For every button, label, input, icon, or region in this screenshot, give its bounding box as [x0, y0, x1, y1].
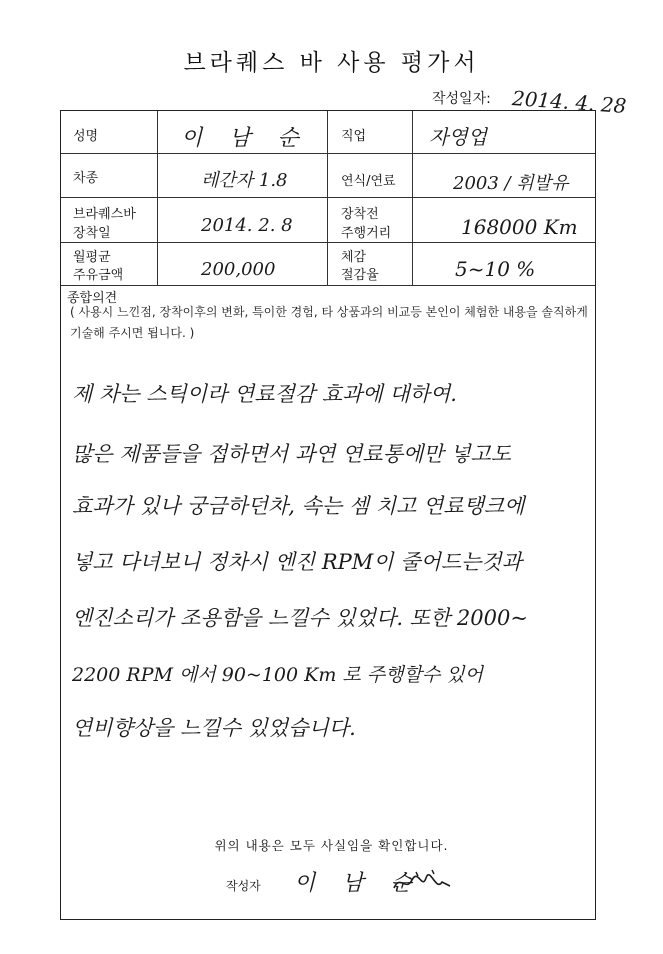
writer-name: 이 남 순	[294, 871, 422, 896]
handwritten-signature	[392, 868, 452, 898]
opinion-line: 연비향상을 느낄수 있었습니다.	[72, 716, 356, 740]
writer-label: 작성자	[226, 879, 261, 893]
row-divider	[61, 242, 595, 243]
confirmation-text: 위의 내용은 모두 사실임을 확인합니다.	[214, 838, 449, 853]
opinion-line: 많은 제품들을 접하면서 과연 연료통에만 넣고도	[72, 442, 512, 466]
install-label-1: 브라퀘스바	[73, 207, 136, 222]
column-divider	[327, 111, 328, 285]
install-label-2: 장착일	[73, 226, 111, 241]
opinion-label: 종합의견	[67, 291, 118, 306]
row-divider	[61, 153, 595, 154]
opinion-line: 제 차는 스틱이라 연료절감 효과에 대하여.	[72, 382, 457, 406]
opinion-line: 2200 RPM 에서 90~100 Km 로 주행할수 있어	[72, 664, 483, 686]
monthly-label-1: 월평균	[73, 250, 111, 265]
row-divider	[61, 285, 595, 286]
date-value: 2014. 4. 28	[511, 86, 628, 118]
monthly-amount-value: 200,000	[201, 259, 276, 280]
name-value: 이 남 순	[181, 126, 309, 151]
monthly-label-2: 주유금액	[73, 268, 124, 283]
mileage-label-1: 장착전	[341, 207, 379, 222]
opinion-line: 효과가 있나 궁금하던차, 속는 셈 치고 연료탱크에	[72, 494, 525, 518]
opinion-line: 넣고 다녀보니 정차시 엔진 RPM이 줄어드는것과	[72, 550, 522, 574]
opinion-instruction: ( 사용시 느낀점, 장착이후의 변화, 특이한 경험, 타 상품과의 비교등 본인이 체험한 내용을 솔직하게 기술해 주시면 됩니다. )	[70, 305, 588, 340]
mileage-label-2: 주행거리	[341, 226, 392, 241]
saving-label-1: 체감	[341, 250, 367, 265]
year-fuel-value: 2003 / 휘발유	[453, 173, 569, 194]
form-title: 브라퀘스 바 사용 평가서	[183, 50, 480, 76]
car-label: 차종	[73, 171, 99, 186]
row-divider	[61, 197, 595, 198]
year-fuel-label: 연식/연료	[341, 174, 396, 189]
name-label: 성명	[73, 129, 99, 144]
mileage-value: 168000 Km	[461, 215, 578, 239]
car-value: 레간자 1.8	[201, 170, 288, 191]
job-value: 자영업	[429, 125, 487, 149]
saving-rate-value: 5~10 %	[455, 257, 536, 281]
saving-label-2: 절감율	[341, 268, 379, 283]
job-label: 직업	[341, 129, 367, 144]
opinion-line: 엔진소리가 조용함을 느낄수 있었다. 또한 2000~	[72, 606, 528, 630]
install-date-value: 2014. 2. 8	[201, 215, 293, 236]
column-divider	[412, 111, 413, 285]
column-divider	[157, 111, 158, 285]
date-label: 작성일자:	[432, 91, 491, 107]
